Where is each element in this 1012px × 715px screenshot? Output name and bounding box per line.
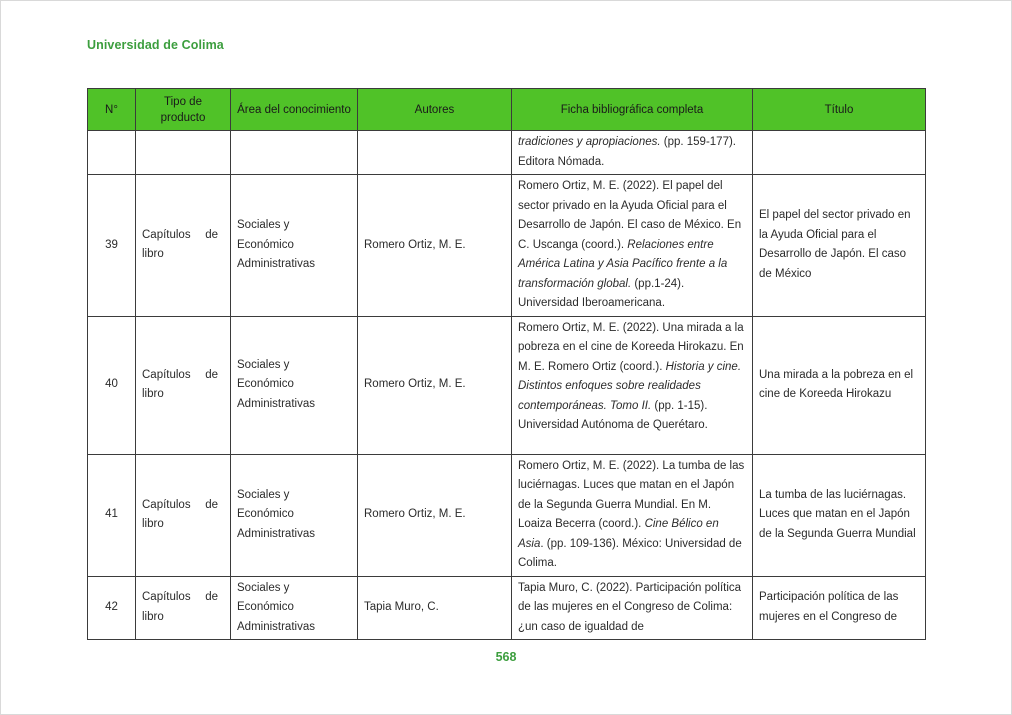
cell-ficha: Tapia Muro, C. (2022). Participación política de las mujeres en el Congreso de Colima: ¿un caso de igualdad de bbox=[512, 576, 753, 640]
table-row bbox=[88, 175, 926, 317]
cell-titulo: La tumba de las luciérnagas. Luces que matan en el Japón de la Segunda Guerra Mundial bbox=[753, 454, 926, 576]
column-header-titulo: Título bbox=[753, 89, 926, 131]
cell-titulo: Una mirada a la pobreza en el cine de Koreeda Hirokazu bbox=[753, 316, 926, 454]
cell-autores: Romero Ortiz, M. E. bbox=[358, 175, 512, 317]
cell-numero: 39 bbox=[88, 175, 136, 317]
cell-titulo: Participación política de las mujeres en el Congreso de bbox=[753, 576, 926, 640]
page-number: 568 bbox=[495, 650, 517, 664]
cell-ficha: tradiciones y apropiaciones. (pp. 159-177). Editora Nómada. bbox=[512, 131, 753, 175]
cell-area: Sociales y Económico Administrativas bbox=[231, 175, 358, 317]
cell-ficha: Romero Ortiz, M. E. (2022). La tumba de las luciérnagas. Luces que matan en el Japón de la Segunda Guerra Mundial. En M. Loaiza Becerra (coord.). Cine Bélico en Asia. (pp. 109-136). México: Universidad de Colima. bbox=[512, 454, 753, 576]
cell-numero: 41 bbox=[88, 454, 136, 576]
cell-area: Sociales y Económico Administrativas bbox=[231, 316, 358, 454]
cell-titulo: El papel del sector privado en la Ayuda Oficial para el Desarrollo de Japón. El caso de México bbox=[753, 175, 926, 317]
cell-tipo: Capítulos de libro bbox=[136, 576, 231, 640]
cell-autores: Romero Ortiz, M. E. bbox=[358, 316, 512, 454]
column-header-ficha: Ficha bibliográfica completa bbox=[512, 89, 753, 131]
column-header-tipo: Tipo de producto bbox=[136, 89, 231, 131]
cell-numero bbox=[88, 131, 136, 175]
table-row bbox=[88, 316, 926, 454]
table-row bbox=[88, 454, 926, 576]
column-header-autores: Autores bbox=[358, 89, 512, 131]
cell-titulo bbox=[753, 131, 926, 175]
cell-autores bbox=[358, 131, 512, 175]
cell-area bbox=[231, 131, 358, 175]
university-heading: Universidad de Colima bbox=[87, 38, 224, 52]
table-header-row bbox=[88, 89, 926, 131]
cell-tipo: Capítulos de libro bbox=[136, 454, 231, 576]
column-header-area: Área del conocimiento bbox=[231, 89, 358, 131]
publications-table bbox=[87, 88, 926, 640]
cell-ficha: Romero Ortiz, M. E. (2022). Una mirada a la pobreza en el cine de Koreeda Hirokazu. En M. E. Romero Ortiz (coord.). Historia y cine. Distintos enfoques sobre realidades contemporáneas. Tomo II. (pp. 1-15). Universidad Autónoma de Querétaro. bbox=[512, 316, 753, 454]
cell-tipo: Capítulos de libro bbox=[136, 175, 231, 317]
cell-area: Sociales y Económico Administrativas bbox=[231, 454, 358, 576]
cell-area: Sociales y Económico Administrativas bbox=[231, 576, 358, 640]
cell-numero: 40 bbox=[88, 316, 136, 454]
table-row bbox=[88, 576, 926, 640]
cell-ficha: Romero Ortiz, M. E. (2022). El papel del sector privado en la Ayuda Oficial para el Desarrollo de Japón. El caso de México. En C. Uscanga (coord.). Relaciones entre América Latina y Asia Pacífico frente a la transformación global. (pp.1-24). Universidad Iberoamericana. bbox=[512, 175, 753, 317]
cell-tipo bbox=[136, 131, 231, 175]
cell-autores: Tapia Muro, C. bbox=[358, 576, 512, 640]
cell-tipo: Capítulos de libro bbox=[136, 316, 231, 454]
cell-numero: 42 bbox=[88, 576, 136, 640]
table-row bbox=[88, 131, 926, 175]
cell-autores: Romero Ortiz, M. E. bbox=[358, 454, 512, 576]
column-header-numero: N° bbox=[88, 89, 136, 131]
